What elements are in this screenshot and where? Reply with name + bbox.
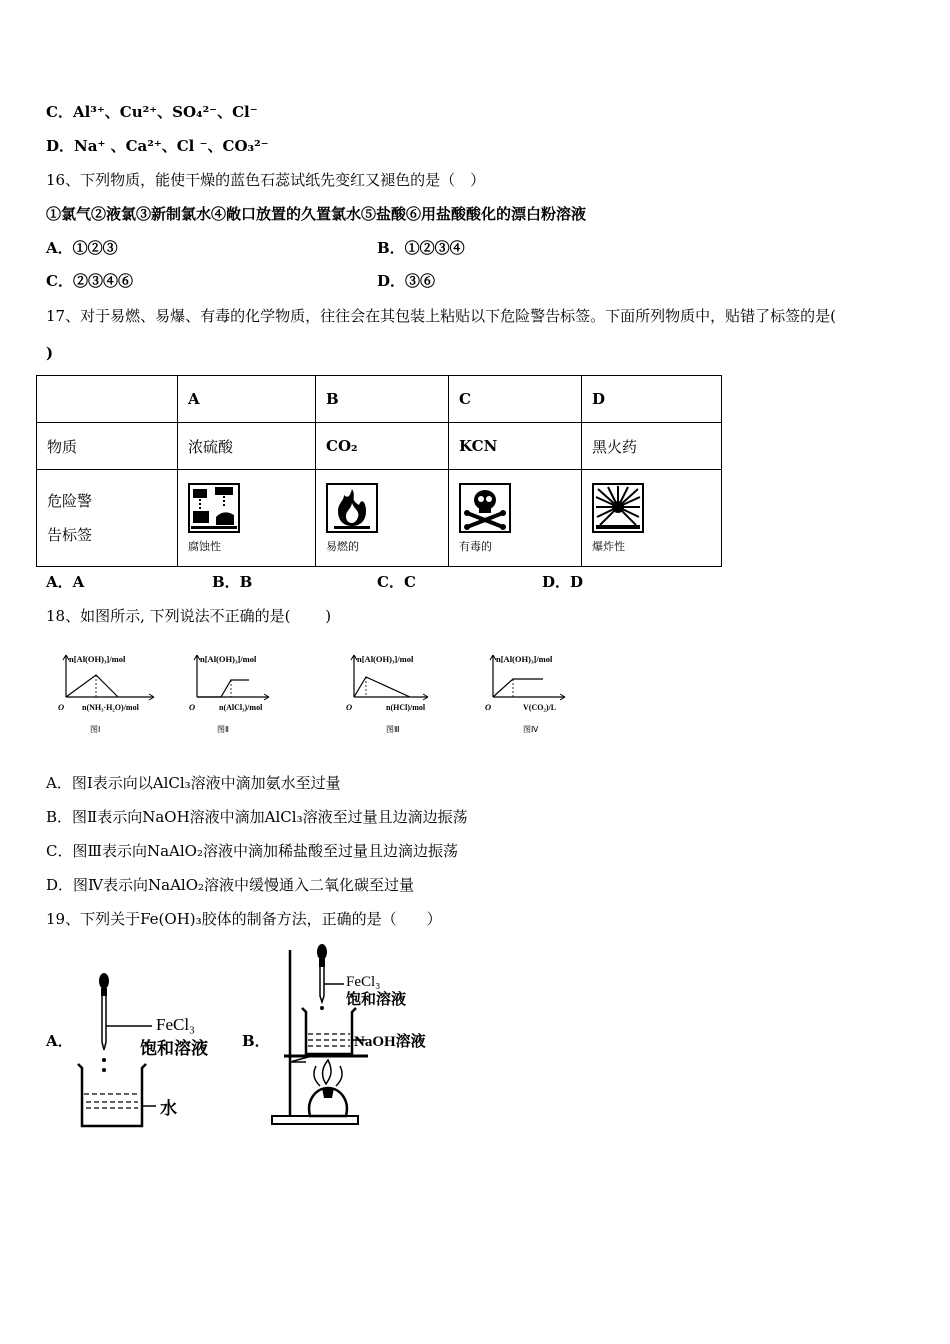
explosive-icon (592, 483, 644, 533)
q17-option-d: D．D (542, 573, 584, 591)
label-text-explosive: 爆炸性 (592, 539, 625, 553)
q16-stem: 16、下列物质，能使干燥的蓝色石蕊试纸先变红又褪色的是（ ） (46, 171, 486, 189)
hazard-label-c (449, 470, 582, 567)
graph-3-caption: 图Ⅲ (386, 725, 400, 734)
label-text-toxic: 有毒的 (459, 539, 492, 553)
beaker-b (302, 1008, 356, 1054)
q19-b-reagent2: 饱和溶液 (346, 992, 407, 1008)
table-corner (37, 376, 178, 423)
graph-1 (56, 650, 171, 740)
q17-stem-close: ) (46, 344, 54, 362)
substance-d: 黑火药 (582, 423, 722, 470)
q18-stem: 18、如图所示, 下列说法不正确的是( ) (46, 607, 332, 625)
q19-b-reagent: FeCl₃ (346, 974, 381, 990)
graph-4-xlabel: V(CO₂)/L (523, 703, 557, 712)
graph-1-xlabel: n(NH₃·H₂O)/mol (82, 703, 139, 712)
substance-c: KCN (449, 423, 582, 470)
graph-2-curve (197, 680, 249, 697)
graph-4-caption: 图Ⅳ (523, 725, 539, 734)
col-header-d: D (582, 376, 722, 423)
substance-a: 浓硫酸 (178, 423, 316, 470)
q18-option-a: A．图Ⅰ表示向以AlCl₃溶液中滴加氨水至过量 (46, 774, 341, 792)
flammable-icon (326, 483, 378, 533)
skull-crossbones-icon (459, 483, 511, 533)
corrosive-icon (188, 483, 240, 533)
flame-icon (314, 1060, 342, 1086)
q17-stem: 17、对于易燃、易爆、有毒的化学物质，往往会在其包装上粘贴以下危险警告标签。下面所列物质中，贴错了标签的是( (46, 307, 836, 325)
graph-3-ylabel: n[Al(OH)₃]/mol (357, 654, 414, 664)
hazard-label-b (316, 470, 449, 567)
q18-option-d: D．图Ⅳ表示向NaAlO₂溶液中缓慢通入二氧化碳至过量 (46, 876, 415, 894)
q15-option-d: D．Na⁺ 、Ca²⁺、Cl ⁻、CO₃²⁻ (46, 137, 269, 155)
q17-option-b: B．B (212, 573, 253, 591)
hazard-label-a (178, 470, 316, 567)
q18-option-c: C．图Ⅲ表示向NaAlO₂溶液中滴加稀盐酸至过量且边滴边振荡 (46, 842, 458, 860)
q16-option-d: D．③⑥ (377, 272, 436, 290)
graph-2-caption: 图Ⅱ (217, 725, 229, 734)
graph-2-xlabel: n(AlCl₃)/mol (219, 703, 263, 712)
q17-option-a: A．A (46, 573, 85, 591)
graph-2 (187, 650, 302, 740)
graph-3-xlabel: n(HCl)/mol (386, 703, 426, 712)
row-label-hazard: 危险警 告标签 (37, 470, 178, 567)
q16-items: ①氯气②液氯③新制氯水④敞口放置的久置氯水⑤盐酸⑥用盐酸酸化的漂白粉溶液 (46, 205, 587, 223)
graph-3-origin: O (346, 702, 353, 712)
q19-a-reagent2: 饱和溶液 (140, 1039, 208, 1058)
label-text-corrosive: 腐蚀性 (188, 539, 221, 553)
graph-1-curve (66, 675, 118, 697)
dropper-b-tube (320, 967, 324, 1002)
apparatus-b (268, 938, 448, 1134)
dropper-b-bulb (317, 944, 327, 960)
beaker-a (78, 1064, 146, 1126)
q16-option-a: A．①②③ (46, 239, 118, 257)
graph-3 (344, 650, 459, 740)
graph-2-origin: O (189, 702, 196, 712)
q19-option-b-letter: B． (242, 1032, 270, 1050)
q19-b-liquid: NaOH溶液 (354, 1034, 426, 1050)
graph-4-ylabel: n[Al(OH)₃]/mol (496, 654, 553, 664)
apparatus-a (70, 968, 240, 1137)
hazard-label-d (582, 470, 722, 567)
q16-option-c: C．②③④⑥ (46, 272, 133, 290)
q19-option-a-letter: A． (46, 1032, 73, 1050)
graph-4-origin: O (485, 702, 492, 712)
graph-4 (483, 650, 598, 740)
q17-option-c: C．C (377, 573, 416, 591)
label-text-flammable: 易燃的 (326, 539, 359, 553)
graph-1-caption: 图Ⅰ (90, 725, 101, 734)
row-label-substance: 物质 (37, 423, 178, 470)
col-header-a: A (178, 376, 316, 423)
q19-a-liquid: 水 (160, 1099, 177, 1118)
graph-3-curve (354, 677, 410, 697)
graph-1-ylabel: n[Al(OH)₃]/mol (69, 654, 126, 664)
hazard-table (36, 375, 722, 567)
dropper-bulb (99, 973, 109, 989)
substance-b: CO₂ (316, 423, 449, 470)
q19-stem: 19、下列关于Fe(OH)₃胶体的制备方法，正确的是（ ） (46, 910, 442, 928)
q19-a-reagent: FeCl₃ (156, 1015, 195, 1034)
graph-4-curve (493, 679, 543, 697)
col-header-c: C (449, 376, 582, 423)
col-header-b: B (316, 376, 449, 423)
dropper-tube (102, 996, 106, 1050)
q18-option-b: B．图Ⅱ表示向NaOH溶液中滴加AlCl₃溶液至过量且边滴边振荡 (46, 808, 468, 826)
graph-2-ylabel: n[Al(OH)₃]/mol (200, 654, 257, 664)
q16-option-b: B．①②③④ (377, 239, 465, 257)
q15-option-c: C．Al³⁺、Cu²⁺、SO₄²⁻、Cl⁻ (46, 103, 258, 121)
graph-1-origin: O (58, 702, 65, 712)
